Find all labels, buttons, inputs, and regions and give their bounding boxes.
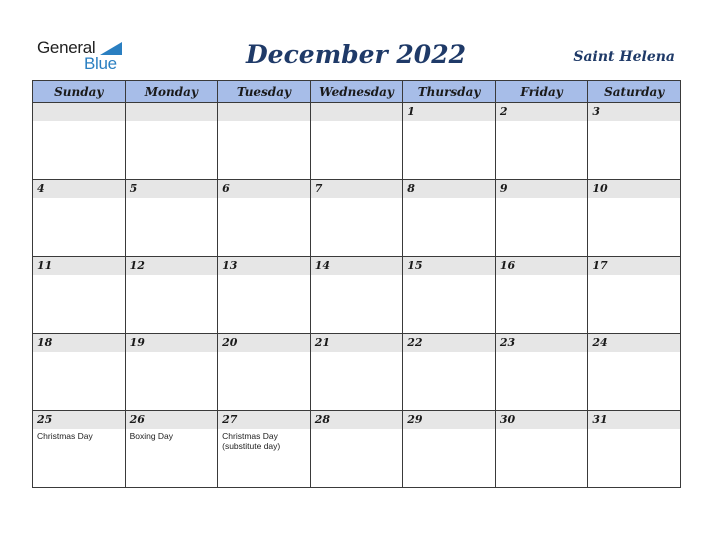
day-number: 10 (588, 180, 680, 198)
day-number (218, 103, 310, 121)
holiday-label: Christmas Day (substitute day) (222, 431, 281, 451)
day-cell (218, 103, 311, 180)
day-number: 17 (588, 257, 680, 275)
weekday-header: Friday (495, 81, 588, 103)
day-number: 3 (588, 103, 680, 121)
day-cell (495, 334, 588, 411)
holiday-label: Boxing Day (129, 431, 174, 441)
day-number: 23 (496, 334, 588, 352)
day-cell (495, 180, 588, 257)
day-cell (403, 103, 496, 180)
week-row (33, 257, 681, 334)
weekday-header: Thursday (403, 81, 496, 103)
day-cell (125, 411, 218, 488)
weekday-header: Sunday (33, 81, 126, 103)
day-number: 22 (403, 334, 495, 352)
day-cell (588, 257, 681, 334)
day-cell (403, 334, 496, 411)
day-cell (125, 334, 218, 411)
day-cell (33, 411, 126, 488)
day-number (33, 103, 125, 121)
day-cell (33, 103, 126, 180)
day-number: 16 (496, 257, 588, 275)
day-number: 4 (33, 180, 125, 198)
day-cell (495, 257, 588, 334)
day-number: 5 (126, 180, 218, 198)
week-row (33, 411, 681, 488)
day-number: 6 (218, 180, 310, 198)
day-cell (310, 180, 403, 257)
day-cell (588, 411, 681, 488)
day-cell (218, 257, 311, 334)
day-cell (125, 257, 218, 334)
day-cell (310, 103, 403, 180)
day-cell (33, 180, 126, 257)
day-cell (310, 411, 403, 488)
day-cell (588, 103, 681, 180)
day-number: 27 (218, 411, 310, 429)
day-number (311, 103, 403, 121)
day-cell (310, 334, 403, 411)
day-cell (218, 180, 311, 257)
weekday-header: Saturday (588, 81, 681, 103)
calendar-body (33, 103, 681, 488)
logo-text-blue: Blue (84, 54, 117, 73)
region-label: Saint Helena (573, 49, 675, 65)
day-cell (33, 257, 126, 334)
day-cell (403, 411, 496, 488)
day-number: 12 (126, 257, 218, 275)
week-row (33, 103, 681, 180)
day-cell (125, 103, 218, 180)
day-number: 19 (126, 334, 218, 352)
day-number (126, 103, 218, 121)
day-cell (125, 180, 218, 257)
day-number: 7 (311, 180, 403, 198)
day-number: 9 (496, 180, 588, 198)
day-number: 25 (33, 411, 125, 429)
day-cell (310, 257, 403, 334)
day-number: 26 (126, 411, 218, 429)
day-cell (218, 334, 311, 411)
day-number: 18 (33, 334, 125, 352)
day-number: 20 (218, 334, 310, 352)
day-cell (588, 334, 681, 411)
day-number: 11 (33, 257, 125, 275)
day-number: 30 (496, 411, 588, 429)
day-cell (588, 180, 681, 257)
day-number: 31 (588, 411, 680, 429)
day-number: 8 (403, 180, 495, 198)
week-row (33, 180, 681, 257)
calendar-grid (32, 80, 681, 488)
holiday-label: Christmas Day (37, 431, 93, 441)
page-title: December 2022 (245, 40, 466, 69)
weekday-header: Tuesday (218, 81, 311, 103)
day-cell (33, 334, 126, 411)
day-cell (495, 411, 588, 488)
weekday-header: Wednesday (310, 81, 403, 103)
day-cell (218, 411, 311, 488)
week-row (33, 334, 681, 411)
day-number: 15 (403, 257, 495, 275)
day-number: 29 (403, 411, 495, 429)
day-number: 13 (218, 257, 310, 275)
day-cell (403, 180, 496, 257)
day-number: 2 (496, 103, 588, 121)
day-cell (495, 103, 588, 180)
weekday-header-row (33, 81, 681, 103)
day-number: 28 (311, 411, 403, 429)
day-number: 24 (588, 334, 680, 352)
day-number: 14 (311, 257, 403, 275)
day-number: 1 (403, 103, 495, 121)
day-number: 21 (311, 334, 403, 352)
day-cell (403, 257, 496, 334)
weekday-header: Monday (125, 81, 218, 103)
logo-text-general: General (37, 38, 96, 57)
